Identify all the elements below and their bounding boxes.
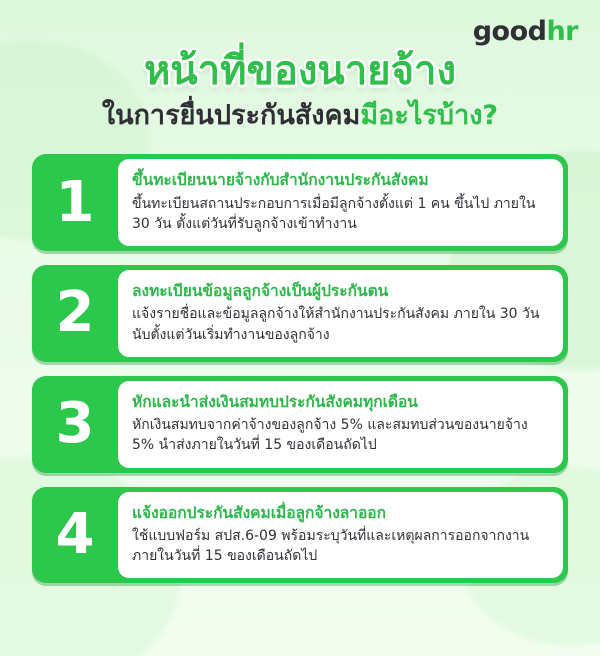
list-item (32, 265, 568, 362)
item-number: 1 (55, 169, 95, 235)
item-description: ขึ้นทะเบียนสถานประกอบการเมื่อมีลูกจ้างตั้งแต่ 1 คน ขึ้นไป ภายใน 30 วัน ตั้งแต่วันที่รับลูกจ้างเข้าทำงาน (132, 195, 536, 232)
list-item (32, 376, 568, 473)
brand-name-part2: hr (546, 16, 578, 47)
item-title: ลงทะเบียนข้อมูลลูกจ้างเป็นผู้ประกันตน (132, 282, 389, 301)
item-description: หักเงินสมทบจากค่าจ้างของลูกจ้าง 5% และสมทบส่วนของนายจ้าง 5% นำส่งภายในวันที่ 15 ของเดือนถัดไป (132, 417, 528, 454)
headline-line-2-plain: ในการยื่นประกันสังคม (101, 100, 361, 131)
brand-name-part1: good (472, 16, 547, 47)
item-description: แจ้งรายชื่อและข้อมูลลูกจ้างให้สำนักงานประกันสังคม ภายใน 30 วัน นับตั้งแต่วันเริ่มทำงานของลูกจ้าง (132, 306, 540, 343)
item-body (118, 270, 563, 357)
item-description: ใช้แบบฟอร์ม สปส.6-09 พร้อมระบุวันที่และเหตุผลการออกจากงาน ภายในวันที่ 15 ของเดือนถัดไป (132, 527, 530, 565)
item-title: ขึ้นทะเบียนนายจ้างกับสำนักงานประกันสังคม (132, 171, 429, 190)
page-title (0, 0, 600, 132)
duty-list (32, 154, 568, 583)
list-item (32, 154, 568, 251)
list-item (32, 487, 568, 584)
item-number: 4 (55, 501, 95, 567)
item-title: แจ้งออกประกันสังคมเมื่อลูกจ้างลาออก (132, 503, 386, 522)
headline-line-1: หน้าที่ของนายจ้าง (143, 48, 457, 94)
item-number: 2 (55, 280, 95, 346)
item-title: หักและนำส่งเงินสมทบประกันสังคมทุกเดือน (132, 392, 418, 411)
item-body (118, 381, 563, 468)
item-body (118, 159, 563, 246)
item-body (118, 492, 563, 579)
headline-line-2-highlight: มีอะไรบ้าง? (360, 100, 499, 131)
headline-line-2 (0, 100, 600, 132)
item-number: 3 (55, 391, 95, 457)
